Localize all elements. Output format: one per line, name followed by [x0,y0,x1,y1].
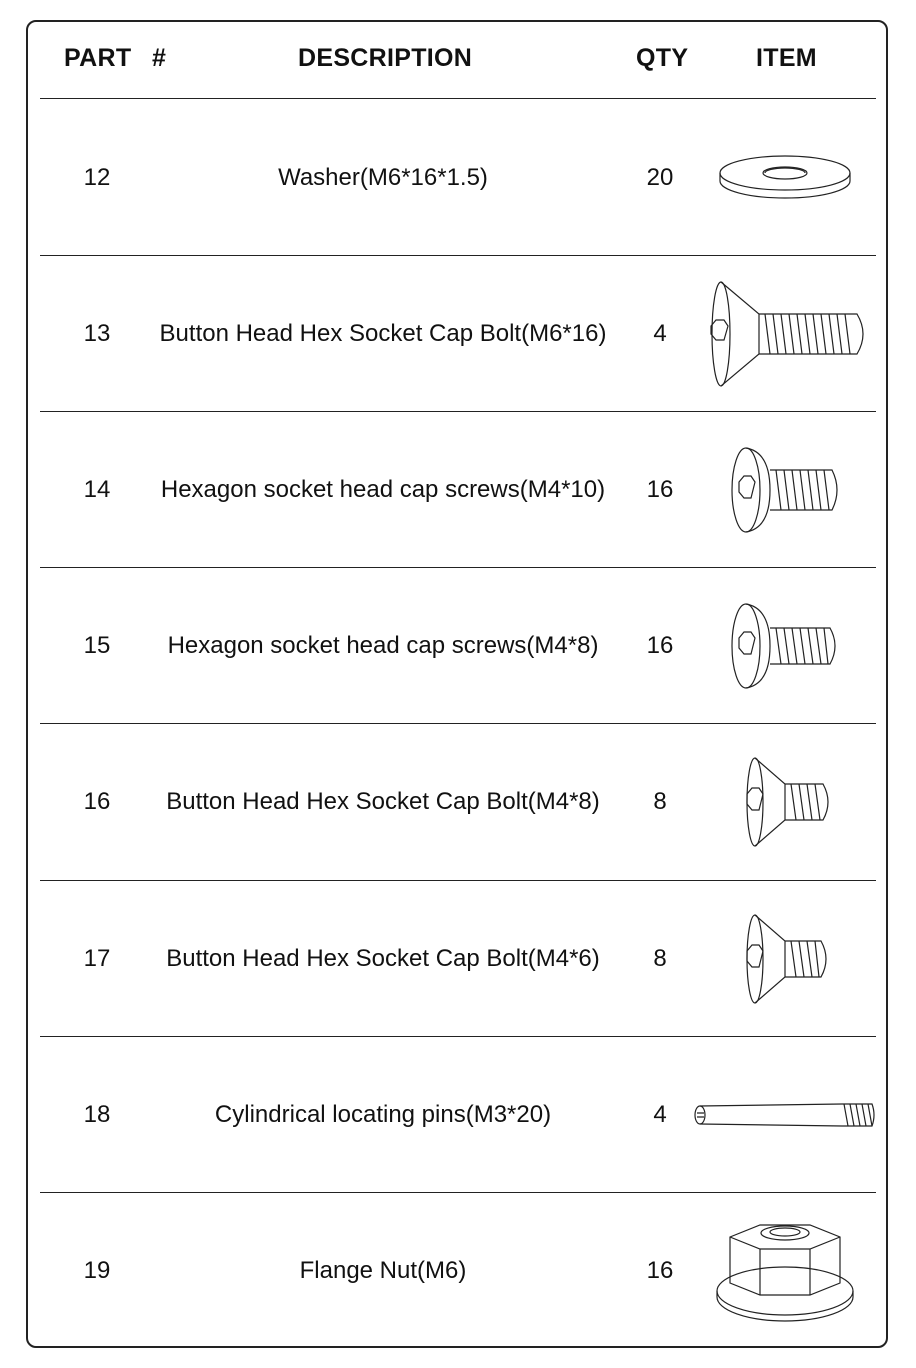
table-header [40,30,876,98]
part-number: 16 [83,788,111,815]
part-number: 15 [83,632,111,659]
countersunk-bolt-icon [725,752,845,852]
part-qty: 20 [646,164,674,191]
table-row [40,881,876,1037]
part-description: Hexagon socket head cap screws(M4*8) [167,632,599,659]
part-qty: 8 [653,945,667,972]
part-description: Hexagon socket head cap screws(M4*10) [160,476,606,503]
table-row [40,412,876,568]
table-row [40,256,876,412]
part-number: 12 [83,164,111,191]
part-description: Cylindrical locating pins(M3*20) [214,1101,552,1128]
part-description: Button Head Hex Socket Cap Bolt(M6*16) [159,320,607,347]
part-description: Button Head Hex Socket Cap Bolt(M4*8) [166,788,600,815]
part-qty: 16 [646,476,674,503]
countersunk-bolt-icon [725,909,845,1009]
socket-cap-screw-icon [720,440,850,540]
part-number: 17 [83,945,111,972]
countersunk-bolt-icon [697,278,873,390]
table-row [40,568,876,724]
header-item: ITEM [756,44,817,72]
flange-nut-icon [710,1207,860,1335]
locating-pin-icon [692,1085,878,1145]
divider [40,98,876,99]
part-description: Washer(M6*16*1.5) [278,164,488,191]
washer-icon [710,143,860,213]
header-hash: # [152,44,167,72]
table-row [40,100,876,256]
part-number: 18 [83,1101,111,1128]
part-description: Button Head Hex Socket Cap Bolt(M4*6) [166,945,600,972]
part-number: 14 [83,476,111,503]
table-row [40,1193,876,1349]
header-qty: QTY [636,44,689,72]
part-qty: 16 [646,1257,674,1284]
part-qty: 4 [653,320,667,347]
table-row [40,1037,876,1193]
part-number: 19 [83,1257,111,1284]
part-description: Flange Nut(M6) [299,1257,467,1284]
header-part: PART [64,44,132,72]
part-qty: 8 [653,788,667,815]
part-qty: 4 [653,1101,667,1128]
socket-cap-screw-icon [720,596,850,696]
table-row [40,724,876,880]
part-qty: 16 [646,632,674,659]
part-number: 13 [83,320,111,347]
header-description: DESCRIPTION [298,44,473,72]
